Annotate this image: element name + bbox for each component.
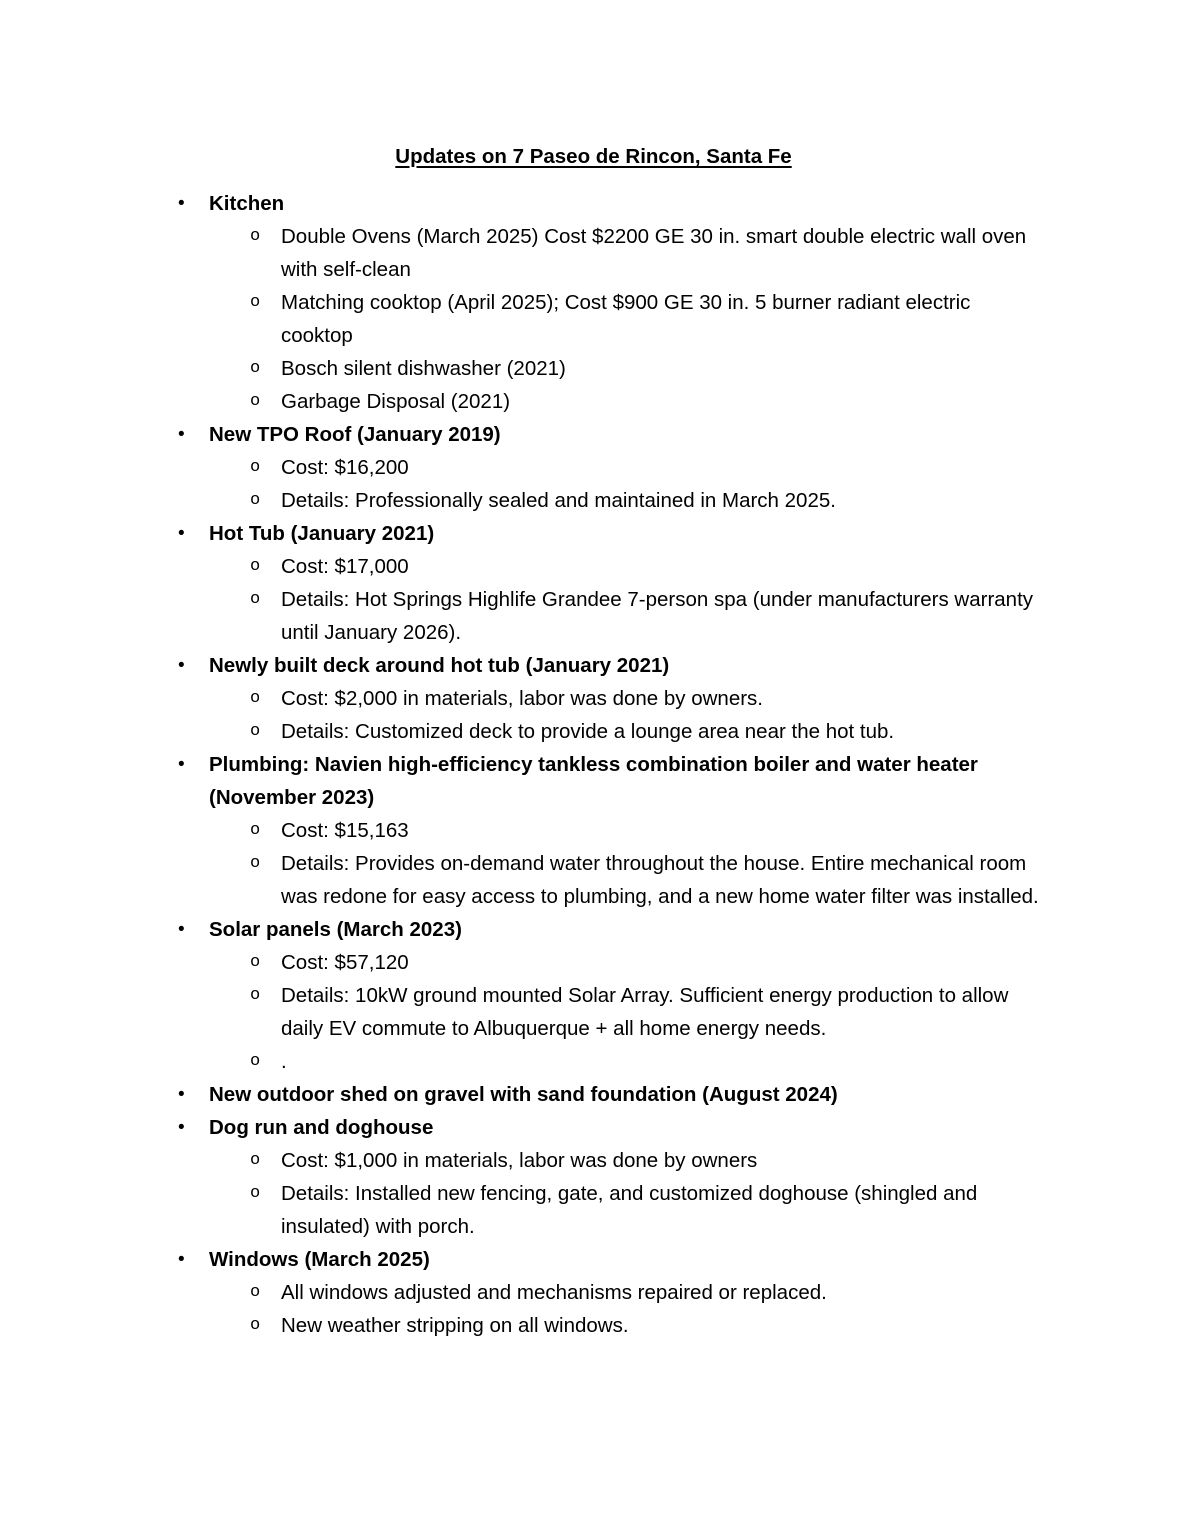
section-heading-label: Solar panels (March 2023) [209, 918, 462, 941]
circle-bullet-icon: o [250, 557, 261, 576]
section-items [0, 814, 1187, 913]
update-section [0, 517, 1187, 649]
section-heading [178, 187, 1047, 220]
section-items [0, 1144, 1187, 1243]
list-item [250, 979, 1047, 1045]
list-item-label: Cost: $1,000 in materials, labor was done by owners [281, 1149, 758, 1172]
bullet-icon: • [178, 1249, 185, 1270]
section-heading [178, 1111, 1047, 1144]
update-section [0, 1243, 1187, 1342]
bullet-icon: • [178, 919, 185, 940]
update-section [0, 748, 1187, 913]
list-item-label: Matching cooktop (April 2025); Cost $900 GE 30 in. 5 burner radiant electric cooktop [281, 291, 971, 347]
circle-bullet-icon: o [250, 293, 261, 312]
section-items [0, 682, 1187, 748]
bullet-icon: • [178, 523, 185, 544]
list-item-label: Garbage Disposal (2021) [281, 390, 511, 413]
list-item [250, 550, 1047, 583]
circle-bullet-icon: o [250, 986, 261, 1005]
section-heading-label: Windows (March 2025) [209, 1248, 430, 1271]
bullet-icon: • [178, 1117, 185, 1138]
circle-bullet-icon: o [250, 491, 261, 510]
section-heading-label: New outdoor shed on gravel with sand foundation (August 2024) [209, 1083, 838, 1106]
list-item-label: Bosch silent dishwasher (2021) [281, 357, 566, 380]
list-item-label: New weather stripping on all windows. [281, 1314, 629, 1337]
list-item [250, 1309, 1047, 1342]
circle-bullet-icon: o [250, 1283, 261, 1302]
bullet-icon: • [178, 424, 185, 445]
list-item [250, 715, 1047, 748]
list-item [250, 220, 1047, 286]
section-heading-label: Hot Tub (January 2021) [209, 522, 435, 545]
list-item-label: Cost: $17,000 [281, 555, 409, 578]
circle-bullet-icon: o [250, 590, 261, 609]
list-item [250, 946, 1047, 979]
list-item [250, 451, 1047, 484]
circle-bullet-icon: o [250, 953, 261, 972]
list-item-label: Cost: $57,120 [281, 951, 409, 974]
bullet-icon: • [178, 193, 185, 214]
section-heading [178, 418, 1047, 451]
section-heading [178, 517, 1047, 550]
section-heading [178, 649, 1047, 682]
list-item-label: Cost: $2,000 in materials, labor was done by owners. [281, 687, 764, 710]
circle-bullet-icon: o [250, 722, 261, 741]
list-item [250, 814, 1047, 847]
section-heading-label: Newly built deck around hot tub (January 2021) [209, 654, 670, 677]
bullet-icon: • [178, 754, 185, 775]
section-heading [178, 1078, 1047, 1111]
list-item-label: . [281, 1050, 287, 1073]
section-items [0, 1276, 1187, 1342]
list-item-label: Details: Hot Springs Highlife Grandee 7-person spa (under manufacturers warranty until January 2026). [281, 588, 1034, 644]
list-item [250, 1045, 1047, 1078]
section-heading [178, 1243, 1047, 1276]
section-heading [178, 913, 1047, 946]
section-heading-label: Dog run and doghouse [209, 1116, 434, 1139]
circle-bullet-icon: o [250, 1151, 261, 1170]
circle-bullet-icon: o [250, 854, 261, 873]
circle-bullet-icon: o [250, 392, 261, 411]
list-item [250, 583, 1047, 649]
update-section [0, 1111, 1187, 1243]
page-title: Updates on 7 Paseo de Rincon, Santa Fe [395, 145, 792, 168]
list-item-label: Cost: $15,163 [281, 819, 409, 842]
circle-bullet-icon: o [250, 1052, 261, 1071]
list-item [250, 1177, 1047, 1243]
list-item-label: Details: Customized deck to provide a lounge area near the hot tub. [281, 720, 895, 743]
circle-bullet-icon: o [250, 689, 261, 708]
section-heading-label: New TPO Roof (January 2019) [209, 423, 501, 446]
list-item [250, 484, 1047, 517]
list-item-label: Details: Installed new fencing, gate, and customized doghouse (shingled and insulated) with porch. [281, 1182, 978, 1238]
update-section [0, 913, 1187, 1078]
list-item [250, 682, 1047, 715]
bullet-icon: • [178, 1084, 185, 1105]
update-section [0, 1078, 1187, 1111]
list-item [250, 1144, 1047, 1177]
circle-bullet-icon: o [250, 1316, 261, 1335]
section-items [0, 946, 1187, 1078]
list-item [250, 385, 1047, 418]
list-item-label: Details: 10kW ground mounted Solar Array. Sufficient energy production to allow daily EV commute to Albuquerque + all home energy needs. [281, 984, 1009, 1040]
section-items [0, 550, 1187, 649]
bullet-icon: • [178, 655, 185, 676]
list-item-label: Details: Provides on-demand water throughout the house. Entire mechanical room was redone for easy access to plumbing, and a new home water filter was installed. [281, 852, 1039, 908]
list-item-label: Cost: $16,200 [281, 456, 409, 479]
list-item [250, 352, 1047, 385]
list-item-label: Double Ovens (March 2025) Cost $2200 GE 30 in. smart double electric wall oven with self-clean [281, 225, 1027, 281]
list-item-label: Details: Professionally sealed and maintained in March 2025. [281, 489, 836, 512]
list-item-label: All windows adjusted and mechanisms repaired or replaced. [281, 1281, 827, 1304]
section-heading [178, 748, 1047, 814]
update-section [0, 649, 1187, 748]
update-section [0, 418, 1187, 517]
section-items [0, 220, 1187, 418]
section-items [0, 451, 1187, 517]
list-item [250, 847, 1047, 913]
list-item [250, 1276, 1047, 1309]
circle-bullet-icon: o [250, 458, 261, 477]
list-item [250, 286, 1047, 352]
section-heading-label: Plumbing: Navien high-efficiency tankless combination boiler and water heater (November 2023) [209, 753, 978, 809]
circle-bullet-icon: o [250, 1184, 261, 1203]
circle-bullet-icon: o [250, 821, 261, 840]
circle-bullet-icon: o [250, 359, 261, 378]
update-list [0, 187, 1187, 1342]
section-heading-label: Kitchen [209, 192, 285, 215]
circle-bullet-icon: o [250, 227, 261, 246]
update-section [0, 187, 1187, 418]
